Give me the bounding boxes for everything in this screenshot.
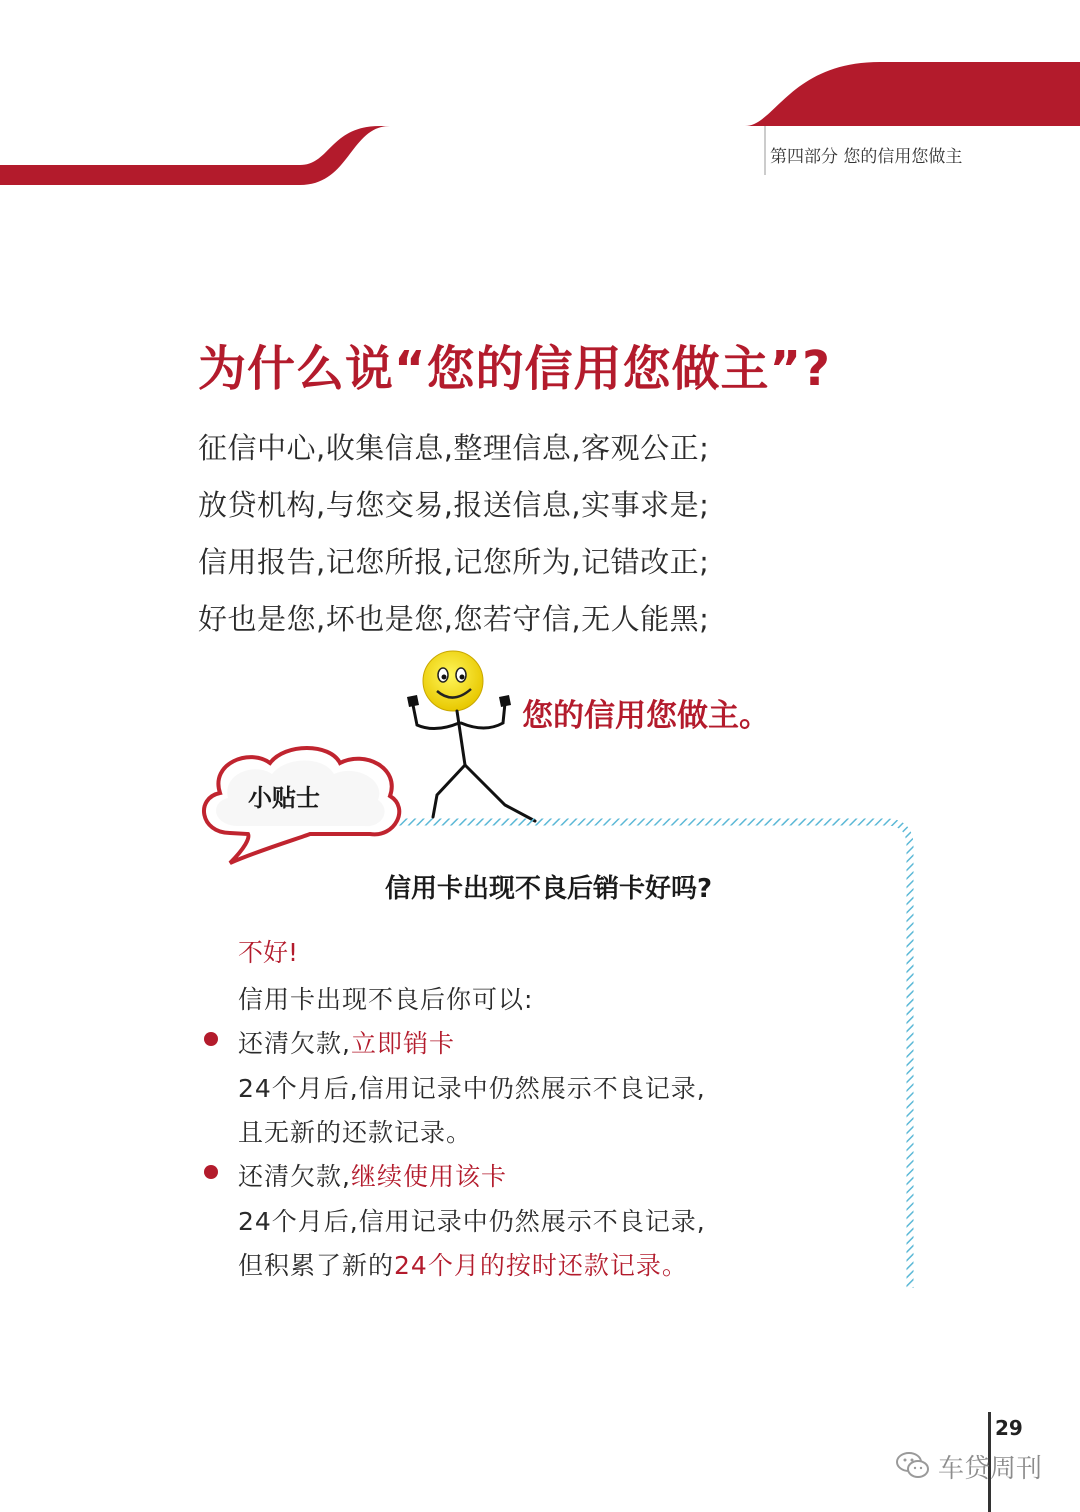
option-1-line2: 且无新的还款记录。 — [238, 1118, 473, 1147]
option-2-action: 继续使用该卡 — [350, 1162, 507, 1191]
poem-line: 信用报告,记您所报,记您所为,记错改正; — [198, 545, 710, 579]
poem-line: 征信中心,收集信息,整理信息,客观公正; — [198, 431, 710, 465]
poem-line: 好也是您,坏也是您,您若守信,无人能黑; — [198, 602, 710, 636]
poem-line: 放贷机构,与您交易,报送信息,实事求是; — [198, 488, 710, 522]
tip-answer: 不好! — [238, 938, 299, 967]
option-1-heading — [238, 1024, 455, 1060]
option-2-line2-prefix: 但积累了新的 — [238, 1251, 395, 1280]
option-1-prefix: 还清欠款, — [238, 1029, 351, 1058]
option-2-heading — [238, 1157, 507, 1193]
header-slogan: 珍爱信用记录 享受幸福人生 — [564, 100, 750, 118]
tip-question: 信用卡出现不良后销卡好吗? — [385, 874, 713, 904]
smiley-figure-icon — [395, 645, 555, 830]
wechat-icon — [895, 1450, 931, 1480]
option-2-line2-highlight: 24个月的按时还款记录。 — [394, 1251, 688, 1280]
option-1-line1: 24个月后,信用记录中仍然展示不良记录, — [238, 1074, 706, 1103]
page-number: 29 — [995, 1416, 1023, 1440]
motto: 您的信用您做主。 — [522, 698, 770, 734]
option-1-action: 立即销卡 — [350, 1029, 455, 1058]
bullet-dot-icon — [204, 1032, 218, 1046]
option-2-line2 — [238, 1246, 688, 1282]
poem-block — [198, 426, 838, 654]
tip-intro: 信用卡出现不良后你可以: — [238, 985, 534, 1014]
watermark: 车贷周刊 — [938, 1454, 1043, 1484]
option-2-prefix: 还清欠款, — [238, 1162, 351, 1191]
tip-label: 小贴士 — [248, 784, 320, 812]
section-title: 第四部分 您的信用您做主 — [770, 147, 963, 167]
option-2-line1: 24个月后,信用记录中仍然展示不良记录, — [238, 1207, 706, 1236]
page-title: 为什么说“您的信用您做主”? — [198, 341, 831, 397]
bullet-dot-icon — [204, 1165, 218, 1179]
